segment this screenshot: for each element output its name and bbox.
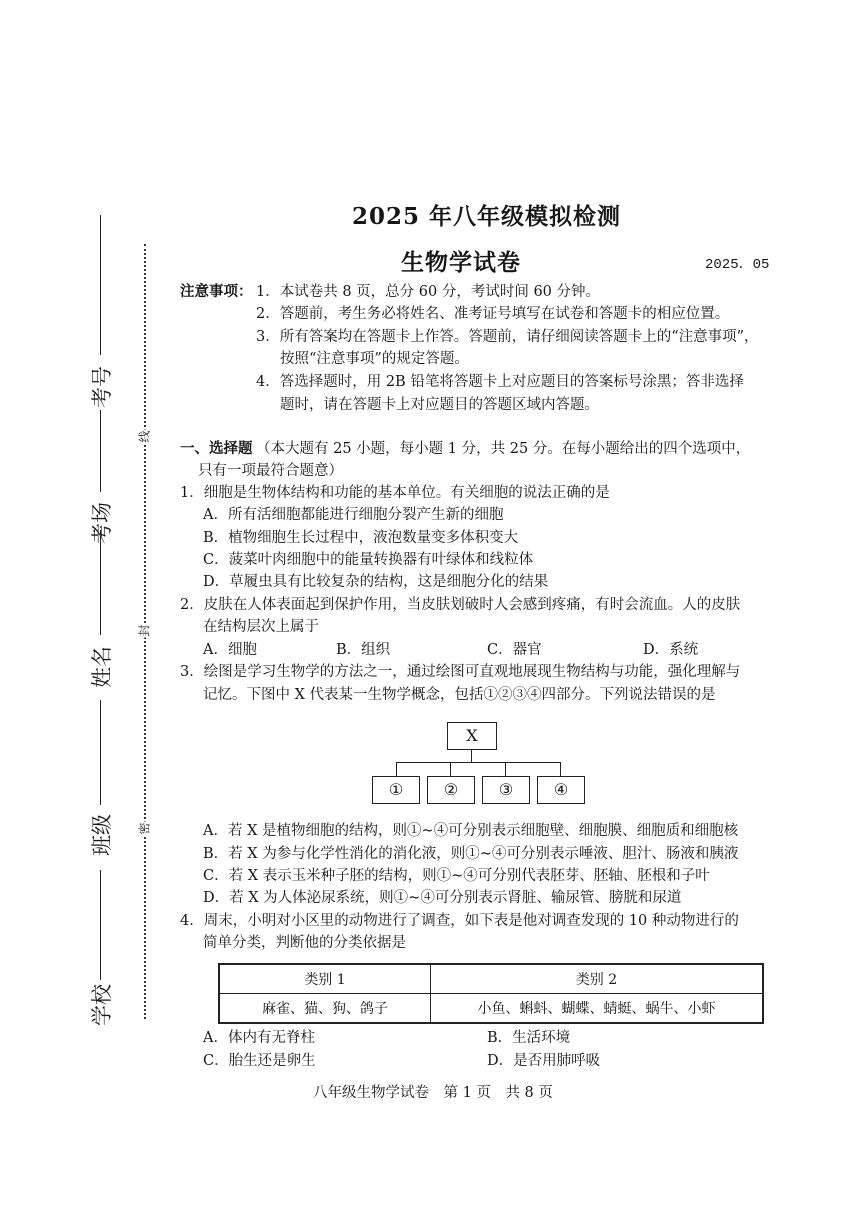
section-title: 一、选择题 [180,440,253,457]
q2-option-b[interactable]: B．组织 [336,642,391,658]
table-row [219,994,763,1024]
diagram-bar-line [396,762,560,763]
q3-stem-1: 3．绘图是学习生物学的方法之一，通过绘图可直观地展现生物结构与功能，强化理解与 [180,664,741,680]
table-header-cell: 类别 2 [431,964,764,994]
classification-table [218,963,764,1024]
notice-item-3: 3．所有答案均在答题卡上作答。答题前，请仔细阅读答题卡上的“注意事项”， [256,329,759,345]
seal-mark-seal: 封 [137,624,152,637]
q3-option-c[interactable]: C．若 X 表示玉米种子胚的结构，则①~④可分别代表胚芽、胚轴、胚根和子叶 [203,868,710,884]
notice-label: 注意事项： [180,283,253,300]
diagram-child-3: ③ [482,776,530,804]
q4-stem-2: 简单分类，判断他的分类依据是 [203,935,406,951]
notice-item-2: 2．答题前，考生务必将姓名、准考证号填写在试卷和答题卡的相应位置。 [256,306,730,322]
q4-option-b[interactable]: B．生活环境 [487,1030,571,1046]
q3-stem-2: 记忆。下图中 X 代表某一生物学概念，包括①②③④四部分。下列说法错误的是 [203,687,716,703]
table-cell: 小鱼、蝌蚪、蝴蝶、蜻蜓、蜗牛、小虾 [431,994,764,1024]
name-label: 姓名 [90,646,114,688]
q2-stem-1: 2．皮肤在人体表面起到保护作用，当皮肤划破时人会感到疼痛，有时会流血。人的皮肤 [180,597,741,613]
notice-item-3-cont: 按照“注意事项”的规定答题。 [280,351,469,367]
diagram-stem-line [471,750,472,762]
table-cell: 麻雀、猫、狗、鸽子 [219,994,431,1024]
number-label: 考号 [90,366,114,408]
q3-option-b[interactable]: B．若 X 为参与化学性消化的消化液，则①~④可分别表示唾液、胆汁、肠液和胰液 [203,846,739,862]
room-blank[interactable] [100,410,101,492]
q1-option-a[interactable]: A．所有活细胞都能进行细胞分裂产生新的细胞 [203,507,504,523]
notice-item-4: 4．答选择题时，用 2B 铅笔将答题卡上对应题目的答案标号涂黑；答非选择 [256,374,744,390]
diagram-child-2: ② [427,776,475,804]
page-subtitle: 生物学试卷 [401,249,521,276]
diagram-branch-line [450,762,451,776]
q3-option-a[interactable]: A．若 X 是植物细胞的结构，则①~④可分别表示细胞壁、细胞膜、细胞质和细胞核 [203,823,739,839]
q1-option-c[interactable]: C．菠菜叶肉细胞中的能量转换器有叶绿体和线粒体 [203,552,534,568]
table-header-row [219,964,763,994]
notice-item-4-cont: 题时，请在答题卡上对应题目的答题区域内答题。 [280,397,599,413]
exam-date: 2025．05 [705,257,770,273]
q2-option-c[interactable]: C．器官 [487,642,542,658]
notice-item-1: 1．本试卷共 8 页，总分 60 分，考试时间 60 分钟。 [256,284,601,300]
diagram-child-1: ① [372,776,420,804]
diagram-branch-line [505,762,506,776]
q4-option-d[interactable]: D．是否用肺呼吸 [487,1053,601,1069]
q4-option-c[interactable]: C．胎生还是卵生 [203,1053,316,1069]
q4-stem-1: 4．周末，小明对小区里的动物进行了调查，如下表是他对调查发现的 10 种动物进行的 [180,913,739,929]
q1-stem: 1．细胞是生物体结构和功能的基本单位。有关细胞的说法正确的是 [180,485,610,501]
diagram-child-4: ④ [537,776,585,804]
diagram-branch-line [560,762,561,776]
page-title: 2025 年八年级模拟检测 [352,203,622,230]
section-desc-2: 只有一项最符合题意） [198,463,343,479]
diagram-branch-line [396,762,397,776]
q3-option-d[interactable]: D．若 X 为人体泌尿系统，则①~④可分别表示肾脏、输尿管、膀胱和尿道 [203,890,682,906]
q1-option-d[interactable]: D．草履虫具有比较复杂的结构，这是细胞分化的结果 [203,574,549,590]
section-desc-1: （本大题有 25 小题，每小题 1 分，共 25 分。在每小题给出的四个选项中， [256,441,751,457]
q1-option-b[interactable]: B．植物细胞生长过程中，液泡数量变多体积变大 [203,530,519,546]
page-footer: 八年级生物学试卷 第 1 页 共 8 页 [313,1085,553,1101]
class-label: 班级 [90,814,114,856]
name-blank[interactable] [100,530,101,635]
school-blank[interactable] [100,870,101,980]
class-blank[interactable] [100,700,101,805]
q4-option-a[interactable]: A．体内有无脊柱 [203,1030,315,1046]
room-label: 考场 [90,502,114,544]
table-header-cell: 类别 1 [219,964,431,994]
diagram-root-x: X [447,722,497,750]
q2-option-d[interactable]: D．系统 [643,642,699,658]
seal-mark-line: 线 [137,430,152,443]
seal-mark-secret: 密 [137,822,152,835]
school-label: 学校 [90,984,114,1026]
number-blank[interactable] [100,215,101,355]
q2-option-a[interactable]: A．细胞 [203,642,257,658]
q2-stem-2: 在结构层次上属于 [203,619,319,635]
